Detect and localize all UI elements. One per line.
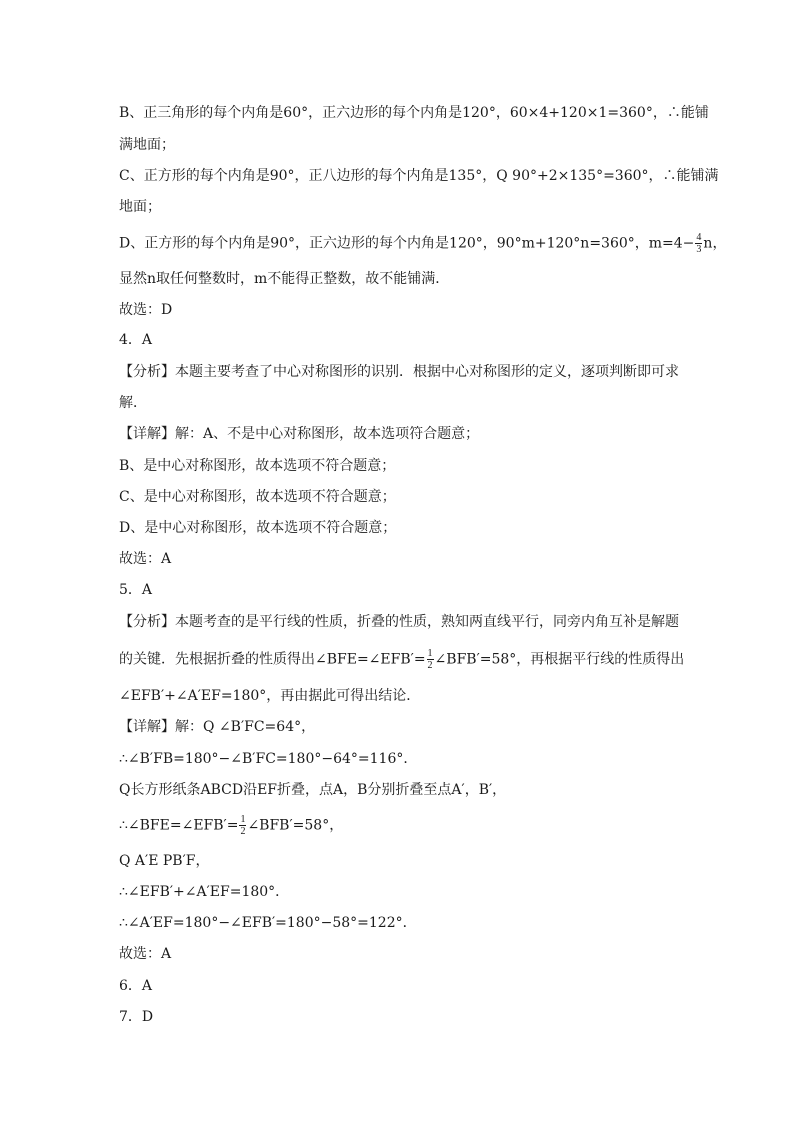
text-line: C、正方形的每个内角是90°，正八边形的每个内角是135°，Q 90°+2×135°=360°，∴能铺满 [119,168,719,184]
text-segment: n， [703,235,727,252]
text-line: 显然n取任何整数时，m不能得正整数，故不能铺满． [119,271,450,287]
question-number: 5．A [119,582,153,598]
fraction-numerator: 1 [240,814,246,825]
fraction-half [239,814,246,837]
text-line: ∴∠A′EF=180°−∠EFB′=180°−58°=122°． [119,915,417,931]
fraction-numerator: 4 [696,232,702,243]
text-segment: ∠BFB′=58°， [247,817,344,834]
text-line: 故选：D [119,302,173,318]
text-line: ∴∠EFB′+∠A′EF=180°． [119,884,290,900]
text-line: 解． [119,395,147,411]
analysis-text: 【分析】本题考查的是平行线的性质，折叠的性质，熟知两直线平行，同旁内角互补是解题 [119,614,679,630]
text-line: 满地面； [119,137,175,153]
text-line: 故选：A [119,946,172,962]
text-line [119,648,684,671]
text-line [119,814,684,837]
text-line: D、是中心对称图形，故本选项不符合题意； [119,520,397,536]
text-line: B、是中心对称图形，故本选项不符合题意； [119,458,396,474]
fraction-denominator: 2 [427,660,433,671]
text-line: Q A′E PB′F， [119,853,210,869]
text-line: ∴∠B′FB=180°−∠B′FC=180°−64°=116°． [119,751,418,767]
text-line: ∠EFB′+∠A′EF=180°，再由据此可得出结论． [119,688,421,704]
text-segment: D、正方形的每个内角是90°，正六边形的每个内角是120°，90°m+120°n=360°，m=4− [119,235,695,252]
question-number: 7．D [119,1009,154,1025]
text-line: 故选：A [119,551,172,567]
question-number: 4．A [119,332,153,348]
text-segment: ∠BFB′=58°，再根据平行线的性质得出 [434,651,685,668]
fraction-numerator: 1 [427,648,433,659]
fraction-four-thirds [695,232,702,255]
fraction-denominator: 3 [696,244,702,255]
text-line: C、是中心对称图形，故本选项不符合题意； [119,489,396,505]
text-segment: ∴∠BFE=∠EFB′= [119,817,239,834]
analysis-text: 【分析】本题主要考查了中心对称图形的识别．根据中心对称图形的定义，逐项判断即可求 [119,364,679,380]
fraction-denominator: 2 [240,826,246,837]
text-line [119,232,727,255]
text-segment: 的关键．先根据折叠的性质得出∠BFE=∠EFB′= [119,651,426,668]
fraction-half [427,648,434,671]
question-number: 6．A [119,978,153,994]
solution-text: 【详解】解：A、不是中心对称图形，故本选项符合题意； [119,426,480,442]
text-line: B、正三角形的每个内角是60°，正六边形的每个内角是120°，60×4+120×1=360°，∴能铺 [119,105,709,121]
text-line: Q长方形纸条ABCD沿EF折叠，点A，B分别折叠至点A′，B′， [119,782,507,798]
solution-text: 【详解】解：Q ∠B′FC=64°， [119,719,316,735]
text-line: 地面； [119,199,161,215]
